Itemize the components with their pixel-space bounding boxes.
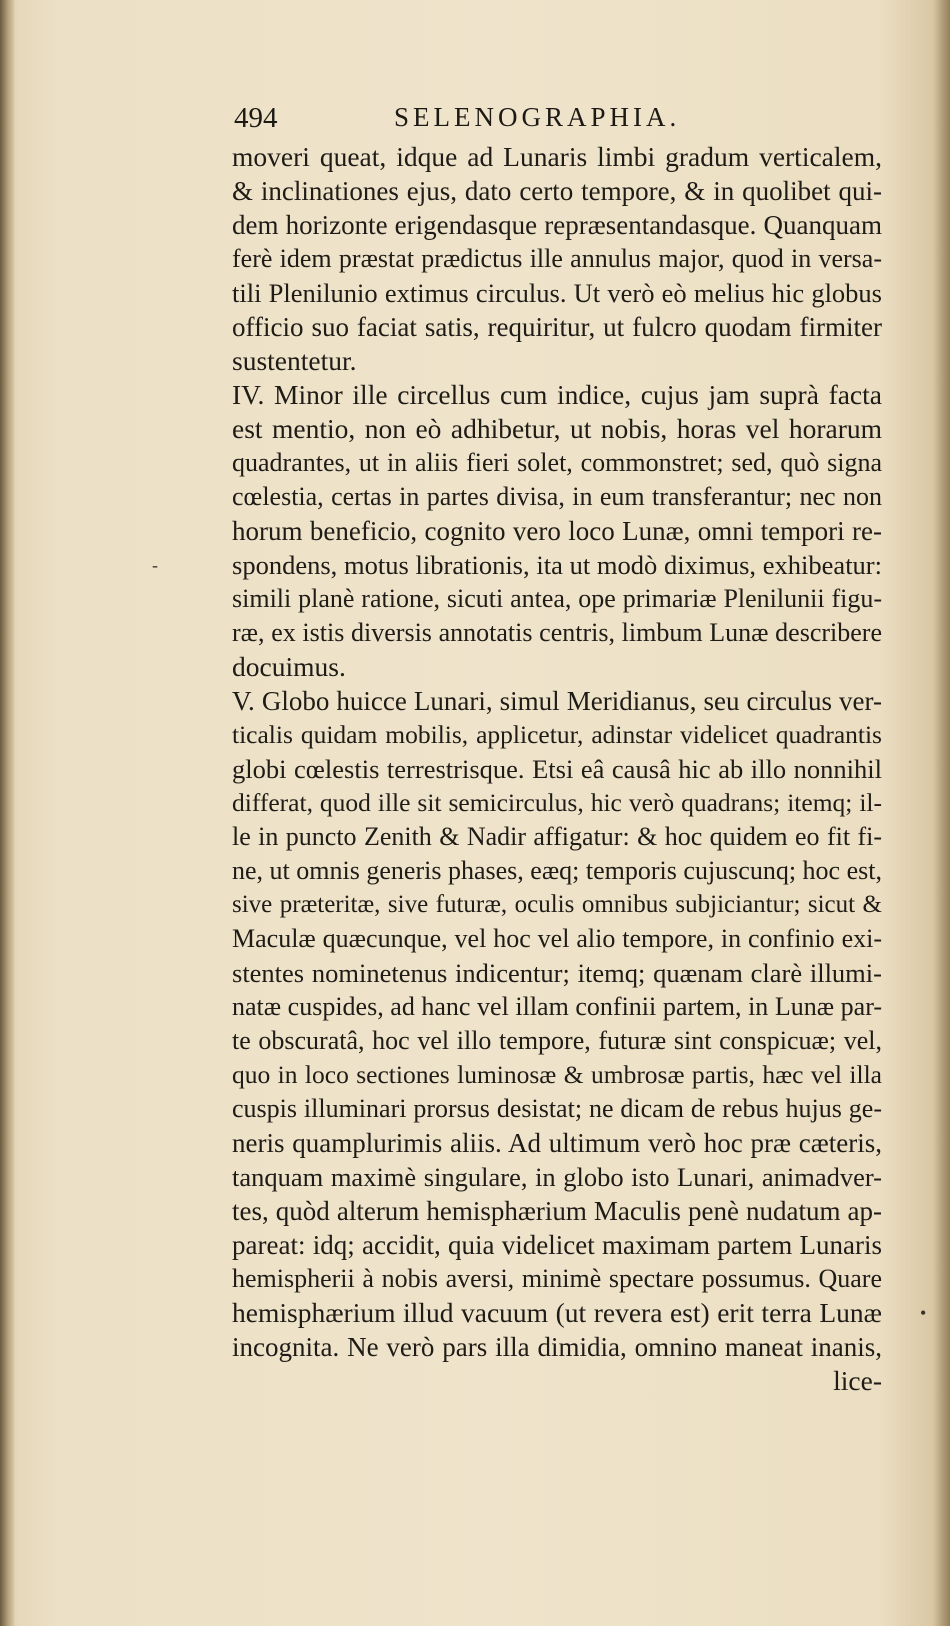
- text-line: horum beneficio, cognito vero loco Lunæ, omni tempori re-: [232, 516, 882, 546]
- text-line: differat, quod ille sit semicirculus, hic verò quadrans; itemq; il-: [232, 788, 882, 817]
- catchword: lice-: [833, 1365, 882, 1396]
- paragraph-v-first-line: V. Globo huicce Lunari, simul Meridianus, seu circulus ver-: [232, 686, 882, 716]
- ink-speck: •: [920, 1303, 927, 1323]
- text-line: moveri queat, idque ad Lunaris limbi gradum verticalem,: [232, 141, 882, 172]
- text-line: quo in loco sectiones luminosæ & umbrosæ partis, hæc vel illa: [232, 1060, 882, 1089]
- body-text: [232, 140, 882, 1398]
- text-line: ferè idem præstat prædictus ille annulus major, quod in versa-: [232, 244, 882, 273]
- text-line: tanquam maximè singulare, in globo isto Lunari, animadver-: [232, 1162, 882, 1192]
- text-line: neris quamplurimis aliis. Ad ultimum verò hoc præ cæteris,: [232, 1128, 882, 1158]
- text-line: sustentetur.: [232, 345, 357, 376]
- page-edge-shadow: [932, 0, 950, 1626]
- text-line: docuimus.: [232, 651, 346, 682]
- text-line: natæ cuspides, ad hanc vel illam confinii partem, in Lunæ par-: [232, 992, 882, 1021]
- text-line: incognita. Ne verò pars illa dimidia, omnino maneat inanis,: [232, 1332, 882, 1362]
- binding-gutter: [0, 0, 14, 1626]
- text-line: cœlestia, certas in partes divisa, in eum transferantur; nec non: [232, 482, 882, 511]
- paragraph-iv-first-line: IV. Minor ille circellus cum indice, cujus jam suprà facta: [232, 379, 882, 410]
- text-line: tili Plenilunio extimus circulus. Ut verò eò melius hic globus: [232, 278, 882, 308]
- text-line: stentes nominetenus indicentur; itemq; quænam clarè illumi-: [232, 958, 882, 988]
- running-title: SELENOGRAPHIA.: [394, 102, 681, 132]
- text-line: pareat: idq; accidit, quia videlicet maximam partem Lunaris: [232, 1230, 882, 1260]
- ink-speck: -: [152, 555, 158, 575]
- text-line: hemisphærium illud vacuum (ut revera est) erit terra Lunæ: [232, 1297, 882, 1328]
- text-line: le in puncto Zenith & Nadir affigatur: & hoc quidem eo fit fi-: [232, 822, 882, 851]
- text-line: simili planè ratione, sicuti antea, ope primariæ Plenilunii figu-: [232, 584, 882, 613]
- text-line: cuspis illuminari prorsus desistat; ne dicam de rebus hujus ge-: [232, 1094, 882, 1123]
- text-line: globi cœlestis terrestrisque. Etsi eâ causâ hic ab illo nonnihil: [232, 754, 882, 784]
- text-line: spondens, motus librationis, ita ut modò diximus, exhibeatur:: [232, 550, 882, 580]
- text-line: officio suo faciat satis, requiritur, ut fulcro quodam firmiter: [232, 312, 882, 342]
- page-number: 494: [234, 102, 278, 134]
- text-line: hemispherii à nobis aversi, minimè spectare possumus. Quare: [232, 1264, 882, 1293]
- text-line: tes, quòd alterum hemisphærium Maculis penè nudatum ap-: [232, 1196, 882, 1226]
- text-line: sive præteritæ, sive futuræ, oculis omnibus subjiciantur; sicut &: [232, 891, 882, 918]
- text-line: ræ, ex istis diversis annotatis centris, limbum Lunæ describere: [232, 618, 882, 647]
- text-line: est mentio, non eò adhibetur, ut nobis, horas vel horarum: [232, 413, 882, 444]
- text-line: quadrantes, ut in aliis fieri solet, commonstret; sed, quò signa: [232, 448, 882, 477]
- text-line: te obscuratâ, hoc vel illo tempore, futuræ sint conspicuæ; vel,: [232, 1026, 882, 1055]
- text-line: ticalis quidam mobilis, applicetur, adinstar videlicet quadrantis: [232, 720, 882, 749]
- text-line: & inclinationes ejus, dato certo tempore, & in quolibet qui-: [232, 176, 882, 206]
- text-line: ne, ut omnis generis phases, eæq; temporis cujuscunq; hoc est,: [232, 856, 882, 885]
- text-line: Maculæ quæcunque, vel hoc vel alio tempore, in confinio exi-: [232, 924, 882, 953]
- page-header: [234, 102, 934, 142]
- text-line: dem horizonte erigendasque repræsentandasque. Quanquam: [232, 210, 882, 240]
